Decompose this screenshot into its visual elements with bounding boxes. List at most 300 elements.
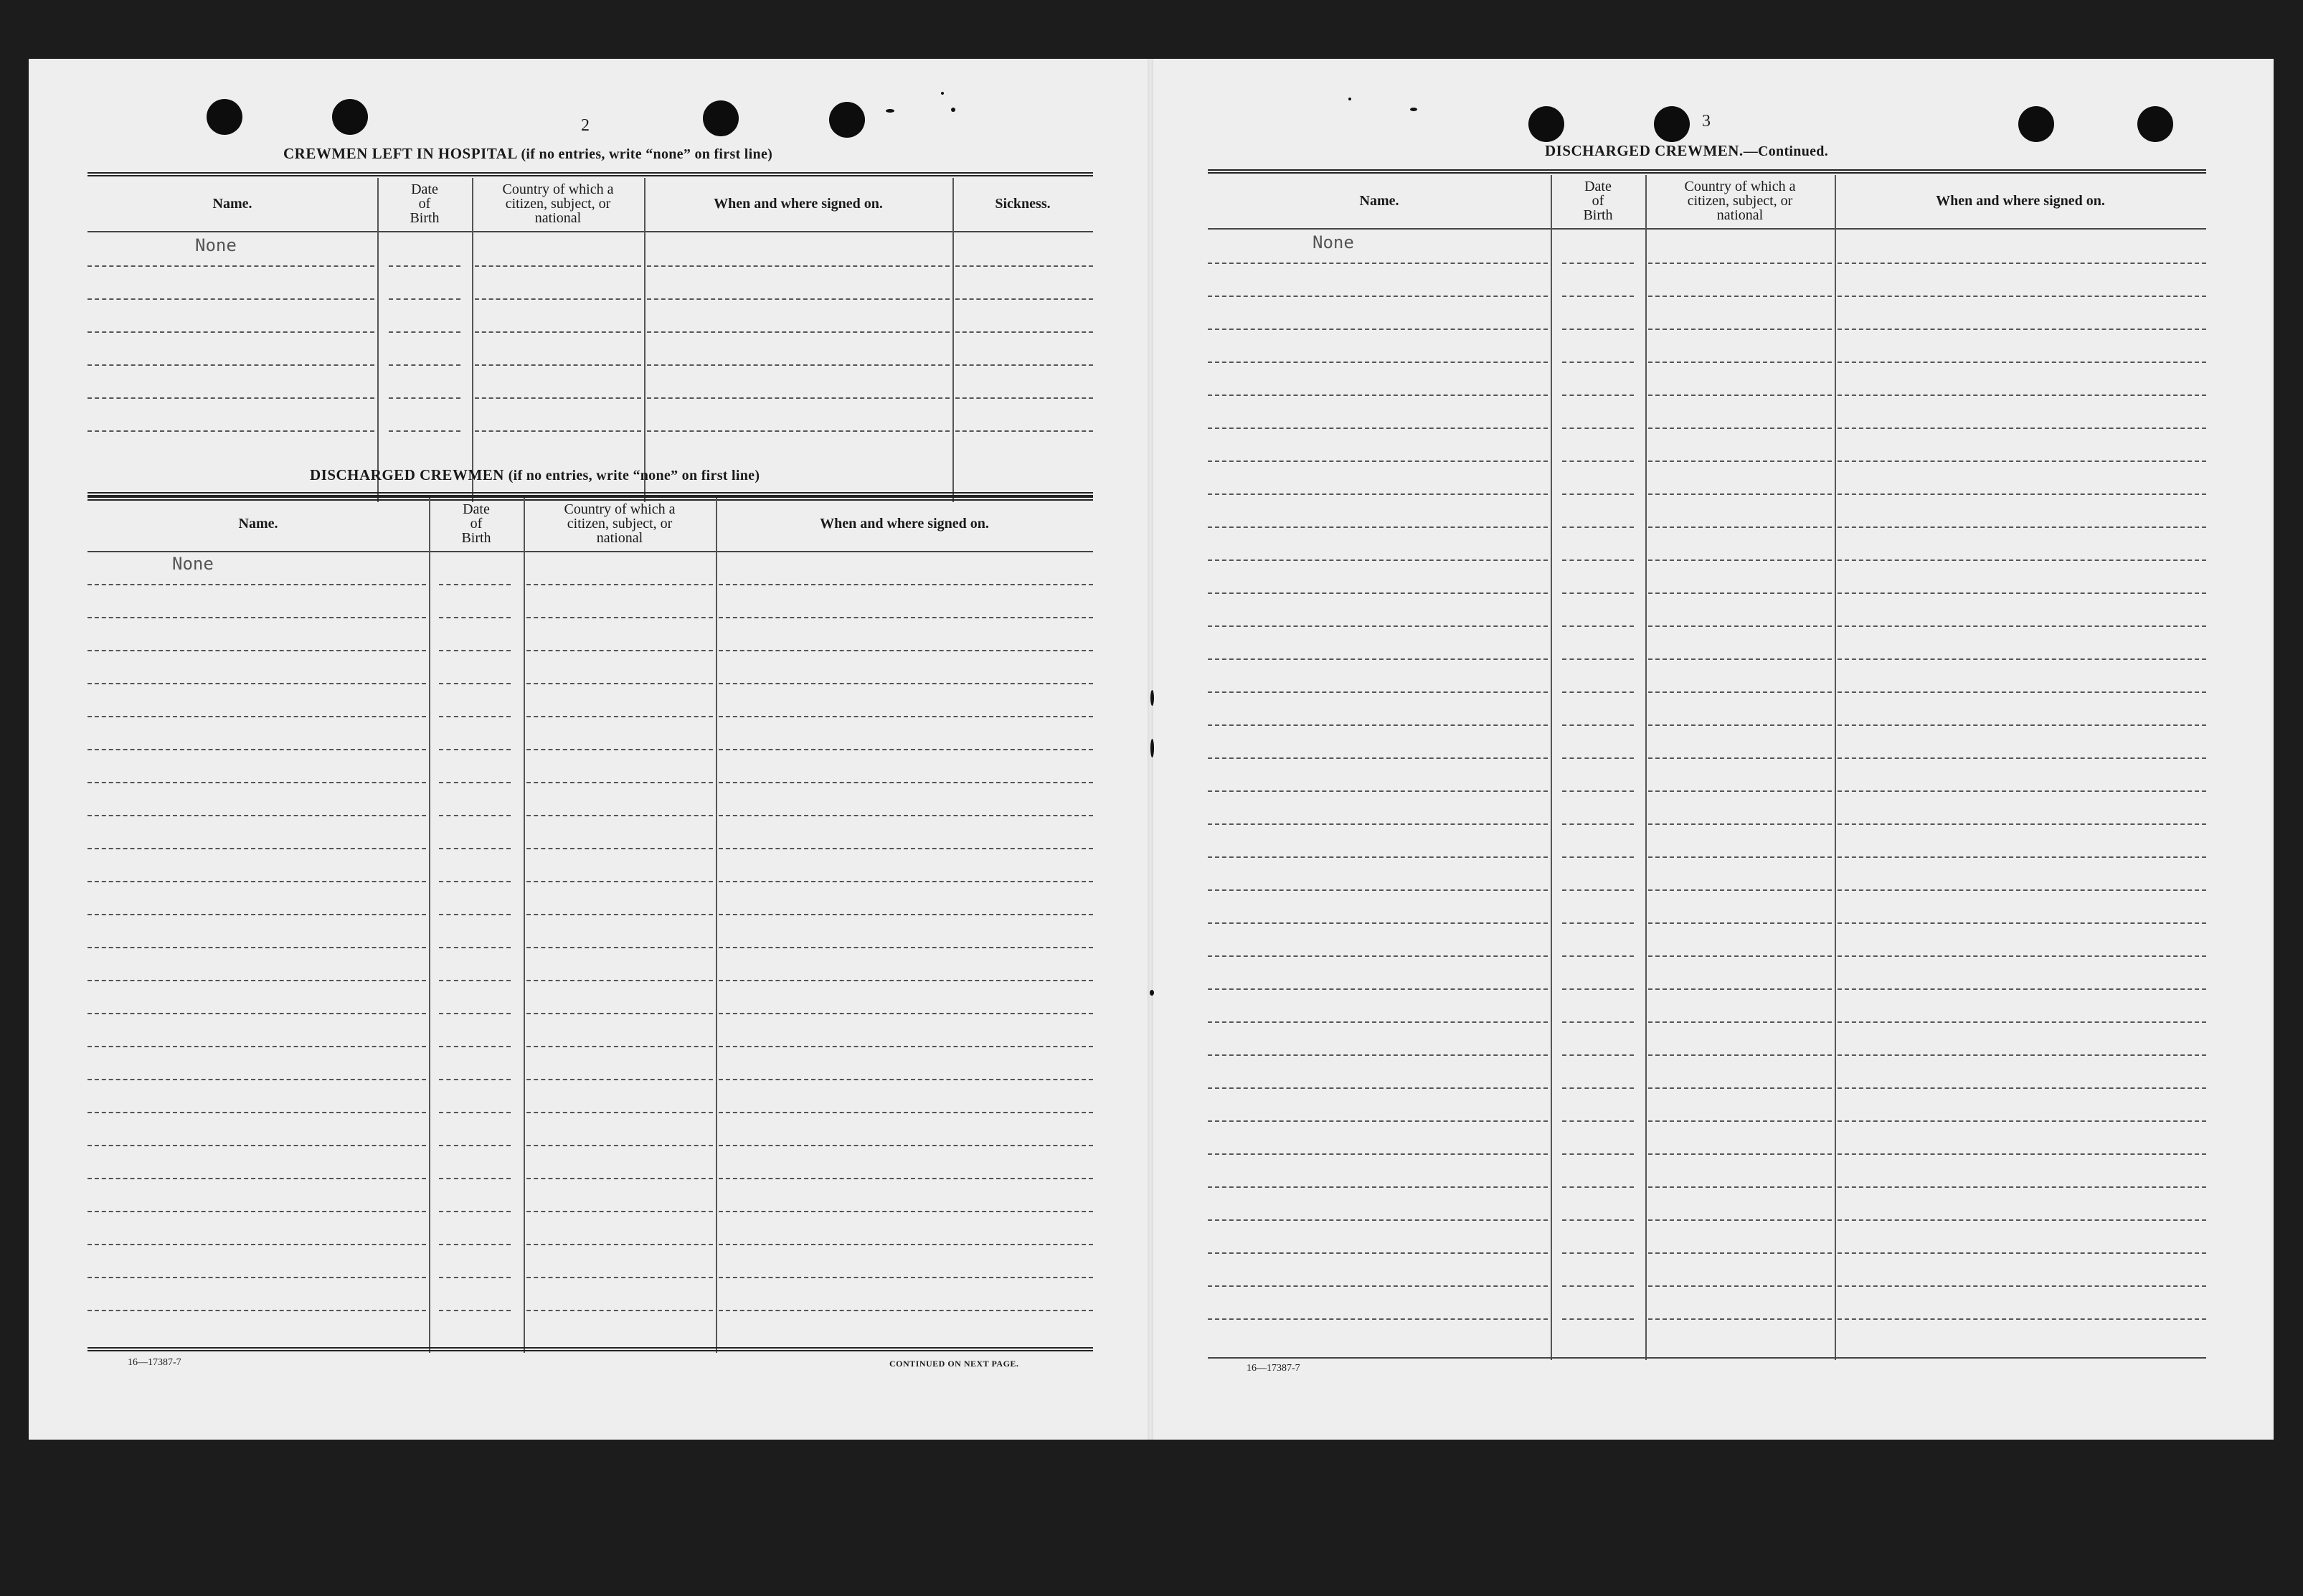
ruled-line-segment (88, 1244, 426, 1245)
ruled-line-segment (719, 1310, 1093, 1311)
ruled-line-segment (88, 397, 374, 399)
ruled-line-segment (1208, 955, 1548, 957)
ruled-line-segment (88, 815, 426, 816)
column-header-country: Country of which a citizen, subject, or national (502, 181, 614, 226)
ruled-line-segment (719, 848, 1093, 849)
ruled-line-segment (719, 749, 1093, 750)
ruled-line-segment (389, 265, 460, 267)
ruled-line-segment (439, 1211, 511, 1212)
section-title-text: DISCHARGED CREWMEN (310, 466, 504, 483)
ruled-line-segment (1838, 362, 2206, 363)
ruled-line-segment (647, 364, 950, 366)
ruled-line-segment (1648, 395, 1832, 396)
ruled-line-segment (1562, 922, 1634, 924)
ruled-line-segment (439, 650, 511, 651)
ruled-line-segment (1562, 395, 1634, 396)
ruled-line-segment (526, 1310, 713, 1311)
ruled-line-segment (475, 364, 641, 366)
ruled-line-segment (1562, 1120, 1634, 1122)
ruled-line-segment (719, 1178, 1093, 1179)
ruled-line-segment (1208, 1087, 1548, 1089)
column-header-name: Name. (1359, 193, 1399, 209)
ruled-line-segment (526, 881, 713, 882)
ruled-line-segment (1838, 922, 2206, 924)
ruled-line-segment (1838, 724, 2206, 726)
ruled-line-segment (1208, 1285, 1548, 1287)
ruled-line-segment (1648, 1252, 1832, 1254)
ruled-line-segment (475, 331, 641, 333)
ruled-line-segment (88, 1310, 426, 1311)
column-divider (377, 178, 379, 502)
ruled-line-segment (719, 980, 1093, 981)
column-divider (429, 498, 430, 1353)
ruled-line-segment (1838, 428, 2206, 429)
ruled-line-segment (1208, 691, 1548, 693)
column-divider (472, 178, 473, 502)
ruled-line-segment (1208, 527, 1548, 528)
ruled-line-segment (1648, 1120, 1832, 1122)
ruled-line-segment (1208, 1219, 1548, 1221)
ruled-line-segment (1208, 329, 1548, 330)
ruled-line-segment (526, 1211, 713, 1212)
ruled-line-segment (526, 1244, 713, 1245)
ruled-line-segment (475, 298, 641, 300)
ruled-line-segment (1562, 625, 1634, 627)
ruled-line-segment (1208, 1120, 1548, 1122)
ruled-line-segment (1208, 724, 1548, 726)
ruled-line-segment (955, 430, 1093, 432)
column-header-date-of-birth: Date of Birth (410, 181, 440, 226)
ruled-line-segment (439, 749, 511, 750)
ruled-line-segment (439, 1277, 511, 1278)
ruled-line-segment (1648, 955, 1832, 957)
form-number: 16—17387-7 (128, 1357, 181, 1368)
ruled-line-segment (1838, 823, 2206, 825)
ruled-line-segment (526, 782, 713, 783)
continued-note: CONTINUED ON NEXT PAGE. (889, 1359, 1019, 1369)
ruled-line-segment (1838, 263, 2206, 264)
left-page (29, 59, 1148, 1440)
ruled-line-segment (1648, 1054, 1832, 1056)
ruled-line-segment (1838, 527, 2206, 528)
ruled-line-segment (1562, 559, 1634, 561)
ruled-line-segment (1648, 1219, 1832, 1221)
column-header-date-of-birth: Date of Birth (461, 501, 491, 546)
discharged-section-title (310, 466, 760, 484)
column-header-signed-on: When and where signed on. (1936, 193, 2105, 209)
ruled-line-segment (1838, 889, 2206, 891)
ruled-line-segment (439, 815, 511, 816)
ruled-line-segment (88, 749, 426, 750)
ruled-line-segment (1562, 1054, 1634, 1056)
section-title-note: (if no entries, write “none” on first line) (521, 146, 773, 162)
ruled-line-segment (1208, 922, 1548, 924)
ruled-line-segment (719, 881, 1093, 882)
ruled-line-segment (1208, 1186, 1548, 1188)
ruled-line-segment (1648, 362, 1832, 363)
section-title-suffix: —Continued. (1743, 143, 1829, 159)
ruled-line-segment (1208, 1318, 1548, 1320)
ruled-line-segment (88, 881, 426, 882)
section-title-text: DISCHARGED CREWMEN. (1545, 142, 1744, 159)
column-divider (524, 498, 525, 1353)
first-entry: None (195, 235, 237, 255)
ruled-line-segment (526, 1112, 713, 1113)
ruled-line-segment (389, 331, 460, 333)
ruled-line-segment (1562, 1021, 1634, 1023)
ruled-line-segment (1562, 658, 1634, 660)
ruled-line-segment (526, 914, 713, 915)
ruled-line-segment (1562, 1219, 1634, 1221)
ruled-line-segment (1208, 494, 1548, 495)
page-number: 2 (581, 116, 590, 135)
ruled-line-segment (1648, 559, 1832, 561)
ruled-line-segment (1648, 1153, 1832, 1155)
ruled-line-segment (88, 1046, 426, 1047)
ruled-line-segment (1838, 988, 2206, 990)
ruled-line-segment (1208, 395, 1548, 396)
ruled-line-segment (647, 331, 950, 333)
ruled-line-segment (88, 650, 426, 651)
ruled-line-segment (389, 364, 460, 366)
ruled-line-segment (88, 364, 374, 366)
ruled-line-segment (1562, 296, 1634, 297)
ruled-line-segment (88, 914, 426, 915)
ruled-line-segment (647, 265, 950, 267)
right-page (1153, 59, 2274, 1440)
ruled-line-segment (1208, 625, 1548, 627)
ruled-line-segment (1208, 889, 1548, 891)
ruled-line-segment (719, 683, 1093, 684)
header-bottom-rule (88, 231, 1093, 232)
ruled-line-segment (1838, 1021, 2206, 1023)
column-header-date-of-birth: Date of Birth (1583, 179, 1613, 223)
ruled-line-segment (719, 1013, 1093, 1014)
ruled-line-segment (88, 584, 426, 585)
table-top-rule (88, 492, 1093, 496)
ruled-line-segment (439, 1013, 511, 1014)
ruled-line-segment (526, 1178, 713, 1179)
ruled-line-segment (526, 1079, 713, 1080)
ruled-line-segment (1208, 1252, 1548, 1254)
ruled-line-segment (1838, 395, 2206, 396)
discharged-continued-table (1208, 169, 2206, 1360)
ruled-line-segment (1648, 823, 1832, 825)
ruled-line-segment (1208, 988, 1548, 990)
hospital-section-title (283, 145, 772, 163)
ruled-line-segment (1562, 1153, 1634, 1155)
ruled-line-segment (1648, 1318, 1832, 1320)
ruled-line-segment (1648, 856, 1832, 858)
ruled-line-segment (1838, 494, 2206, 495)
ruled-line-segment (88, 1145, 426, 1146)
ruled-line-segment (475, 265, 641, 267)
ruled-line-segment (1208, 296, 1548, 297)
ruled-line-segment (1562, 790, 1634, 792)
ruled-line-segment (1562, 889, 1634, 891)
ruled-line-segment (719, 947, 1093, 948)
ruled-line-segment (1208, 263, 1548, 264)
ruled-line-segment (1648, 263, 1832, 264)
ruled-line-segment (88, 716, 426, 717)
ruled-line-segment (1838, 329, 2206, 330)
ruled-line-segment (1562, 823, 1634, 825)
ruled-line-segment (526, 1046, 713, 1047)
ruled-line-segment (1648, 658, 1832, 660)
column-header-signed-on: When and where signed on. (714, 196, 883, 212)
ruled-line-segment (955, 298, 1093, 300)
ruled-line-segment (88, 1211, 426, 1212)
ruled-line-segment (647, 397, 950, 399)
ruled-line-segment (1838, 1087, 2206, 1089)
ruled-line-segment (719, 584, 1093, 585)
ruled-line-segment (1562, 988, 1634, 990)
ruled-line-segment (88, 683, 426, 684)
ruled-line-segment (88, 1112, 426, 1113)
ruled-line-segment (1562, 494, 1634, 495)
ruled-line-segment (1208, 856, 1548, 858)
ruled-line-segment (526, 815, 713, 816)
table-top-rule (88, 172, 1093, 176)
ruled-line-segment (439, 716, 511, 717)
discharged-continued-section-title (1545, 142, 1828, 160)
ruled-line-segment (1648, 790, 1832, 792)
ruled-line-segment (526, 947, 713, 948)
ruled-line-segment (88, 430, 374, 432)
ruled-line-segment (1838, 955, 2206, 957)
ruled-line-segment (88, 782, 426, 783)
ruled-line-segment (439, 881, 511, 882)
column-divider (1645, 175, 1647, 1360)
ruled-line-segment (955, 364, 1093, 366)
section-title-text: CREWMEN LEFT IN HOSPITAL (283, 145, 517, 162)
column-divider (1551, 175, 1552, 1360)
ruled-line-segment (719, 782, 1093, 783)
header-bottom-rule (1208, 228, 2206, 230)
ruled-line-segment (719, 1277, 1093, 1278)
column-divider (716, 498, 717, 1353)
ruled-line-segment (439, 1046, 511, 1047)
ruled-line-segment (1562, 955, 1634, 957)
ruled-line-segment (719, 1079, 1093, 1080)
ruled-line-segment (719, 650, 1093, 651)
ruled-line-segment (955, 331, 1093, 333)
ruled-line-segment (1208, 362, 1548, 363)
ruled-line-segment (1208, 823, 1548, 825)
ruled-line-segment (1208, 559, 1548, 561)
ruled-line-segment (1838, 1318, 2206, 1320)
ruled-line-segment (88, 617, 426, 618)
ruled-line-segment (1648, 1087, 1832, 1089)
ruled-line-segment (526, 848, 713, 849)
ruled-line-segment (88, 331, 374, 333)
column-header-country: Country of which a citizen, subject, or national (1684, 179, 1796, 223)
ruled-line-segment (719, 1145, 1093, 1146)
ruled-line-segment (88, 1277, 426, 1278)
ruled-line-segment (439, 848, 511, 849)
ruled-line-segment (389, 298, 460, 300)
ruled-line-segment (1562, 1318, 1634, 1320)
ruled-line-segment (1838, 757, 2206, 759)
ruled-line-segment (1648, 428, 1832, 429)
table-bottom-rule (88, 1347, 1093, 1351)
ruled-line-segment (1562, 329, 1634, 330)
ruled-line-segment (1648, 922, 1832, 924)
ruled-line-segment (1838, 296, 2206, 297)
ruled-line-segment (526, 1145, 713, 1146)
column-header-name: Name. (212, 196, 252, 212)
ruled-line-segment (1562, 1285, 1634, 1287)
ruled-line-segment (439, 782, 511, 783)
ruled-line-segment (526, 1277, 713, 1278)
first-entry: None (1313, 232, 1354, 252)
ruled-line-segment (647, 298, 950, 300)
ruled-line-segment (1648, 889, 1832, 891)
ruled-line-segment (1208, 1021, 1548, 1023)
ruled-line-segment (719, 716, 1093, 717)
ruled-line-segment (88, 1013, 426, 1014)
ruled-line-segment (526, 980, 713, 981)
column-header-signed-on: When and where signed on. (820, 516, 989, 532)
ruled-line-segment (1838, 1153, 2206, 1155)
ruled-line-segment (389, 397, 460, 399)
ruled-line-segment (1838, 625, 2206, 627)
ruled-line-segment (526, 1013, 713, 1014)
ruled-line-segment (1208, 428, 1548, 429)
ruled-line-segment (439, 1112, 511, 1113)
first-entry: None (172, 554, 214, 574)
ruled-line-segment (719, 1211, 1093, 1212)
ruled-line-segment (439, 980, 511, 981)
ruled-line-segment (1838, 559, 2206, 561)
column-divider (952, 178, 954, 502)
ruled-line-segment (1838, 658, 2206, 660)
ruled-line-segment (955, 265, 1093, 267)
ruled-line-segment (1562, 1087, 1634, 1089)
table-bottom-rule (1208, 1357, 2206, 1359)
ruled-line-segment (526, 617, 713, 618)
ruled-line-segment (1838, 1186, 2206, 1188)
ruled-line-segment (88, 1178, 426, 1179)
ruled-line-segment (1838, 1285, 2206, 1287)
ruled-line-segment (439, 1178, 511, 1179)
ruled-line-segment (1562, 592, 1634, 594)
ruled-line-segment (475, 397, 641, 399)
ruled-line-segment (1208, 592, 1548, 594)
ruled-line-segment (1208, 461, 1548, 462)
ruled-line-segment (526, 749, 713, 750)
ruled-line-segment (526, 584, 713, 585)
ruled-line-segment (1648, 757, 1832, 759)
ruled-line-segment (719, 1046, 1093, 1047)
ruled-line-segment (955, 397, 1093, 399)
ruled-line-segment (1562, 428, 1634, 429)
ruled-line-segment (1838, 1219, 2206, 1221)
column-divider (1835, 175, 1836, 1360)
ruled-line-segment (1562, 362, 1634, 363)
section-title-note: (if no entries, write “none” on first line) (508, 468, 760, 483)
ruled-line-segment (1562, 263, 1634, 264)
ruled-line-segment (1562, 856, 1634, 858)
ruled-line-segment (1562, 724, 1634, 726)
ruled-line-segment (439, 584, 511, 585)
column-header-country: Country of which a citizen, subject, or national (564, 501, 676, 546)
ruled-line-segment (1838, 691, 2206, 693)
ruled-line-segment (1648, 1285, 1832, 1287)
ruled-line-segment (1648, 461, 1832, 462)
ruled-line-segment (88, 947, 426, 948)
ruled-line-segment (719, 914, 1093, 915)
ruled-line-segment (1838, 1120, 2206, 1122)
ruled-line-segment (1648, 494, 1832, 495)
ruled-line-segment (1562, 1252, 1634, 1254)
ruled-line-segment (1562, 691, 1634, 693)
discharged-table (88, 492, 1093, 1353)
column-header-name: Name. (238, 516, 278, 532)
ruled-line-segment (1208, 658, 1548, 660)
ruled-line-segment (647, 430, 950, 432)
ruled-line-segment (1648, 592, 1832, 594)
ruled-line-segment (526, 716, 713, 717)
ruled-line-segment (1208, 757, 1548, 759)
ruled-line-segment (439, 1079, 511, 1080)
hospital-table (88, 172, 1093, 502)
ruled-line-segment (1562, 757, 1634, 759)
ruled-line-segment (719, 1244, 1093, 1245)
ruled-line-segment (1648, 527, 1832, 528)
ruled-line-segment (88, 848, 426, 849)
ruled-line-segment (439, 1310, 511, 1311)
column-header-sickness: Sickness. (995, 196, 1051, 212)
ruled-line-segment (439, 683, 511, 684)
page-number: 3 (1702, 112, 1711, 131)
ruled-line-segment (88, 1079, 426, 1080)
ruled-line-segment (88, 265, 374, 267)
ruled-line-segment (1648, 1186, 1832, 1188)
ruled-line-segment (88, 298, 374, 300)
ruled-line-segment (88, 980, 426, 981)
ruled-line-segment (1648, 1021, 1832, 1023)
ruled-line-segment (1648, 296, 1832, 297)
ruled-line-segment (526, 650, 713, 651)
ruled-line-segment (1562, 461, 1634, 462)
ruled-line-segment (439, 914, 511, 915)
ruled-line-segment (1562, 1186, 1634, 1188)
ruled-line-segment (1648, 691, 1832, 693)
ruled-line-segment (719, 1112, 1093, 1113)
ruled-line-segment (389, 430, 460, 432)
ruled-line-segment (1838, 1054, 2206, 1056)
ruled-line-segment (1648, 329, 1832, 330)
ruled-line-segment (1648, 625, 1832, 627)
ruled-line-segment (1208, 1054, 1548, 1056)
ruled-line-segment (1838, 1252, 2206, 1254)
column-divider (644, 178, 645, 502)
ruled-line-segment (1838, 790, 2206, 792)
ruled-line-segment (439, 947, 511, 948)
ruled-line-segment (475, 430, 641, 432)
ruled-line-segment (1562, 527, 1634, 528)
ruled-line-segment (1838, 856, 2206, 858)
ruled-line-segment (719, 617, 1093, 618)
ruled-line-segment (439, 617, 511, 618)
ruled-line-segment (1838, 592, 2206, 594)
ruled-line-segment (1648, 724, 1832, 726)
table-top-rule (1208, 169, 2206, 174)
header-bottom-rule (88, 551, 1093, 552)
ruled-line-segment (1208, 1153, 1548, 1155)
form-number: 16—17387-7 (1247, 1363, 1300, 1374)
